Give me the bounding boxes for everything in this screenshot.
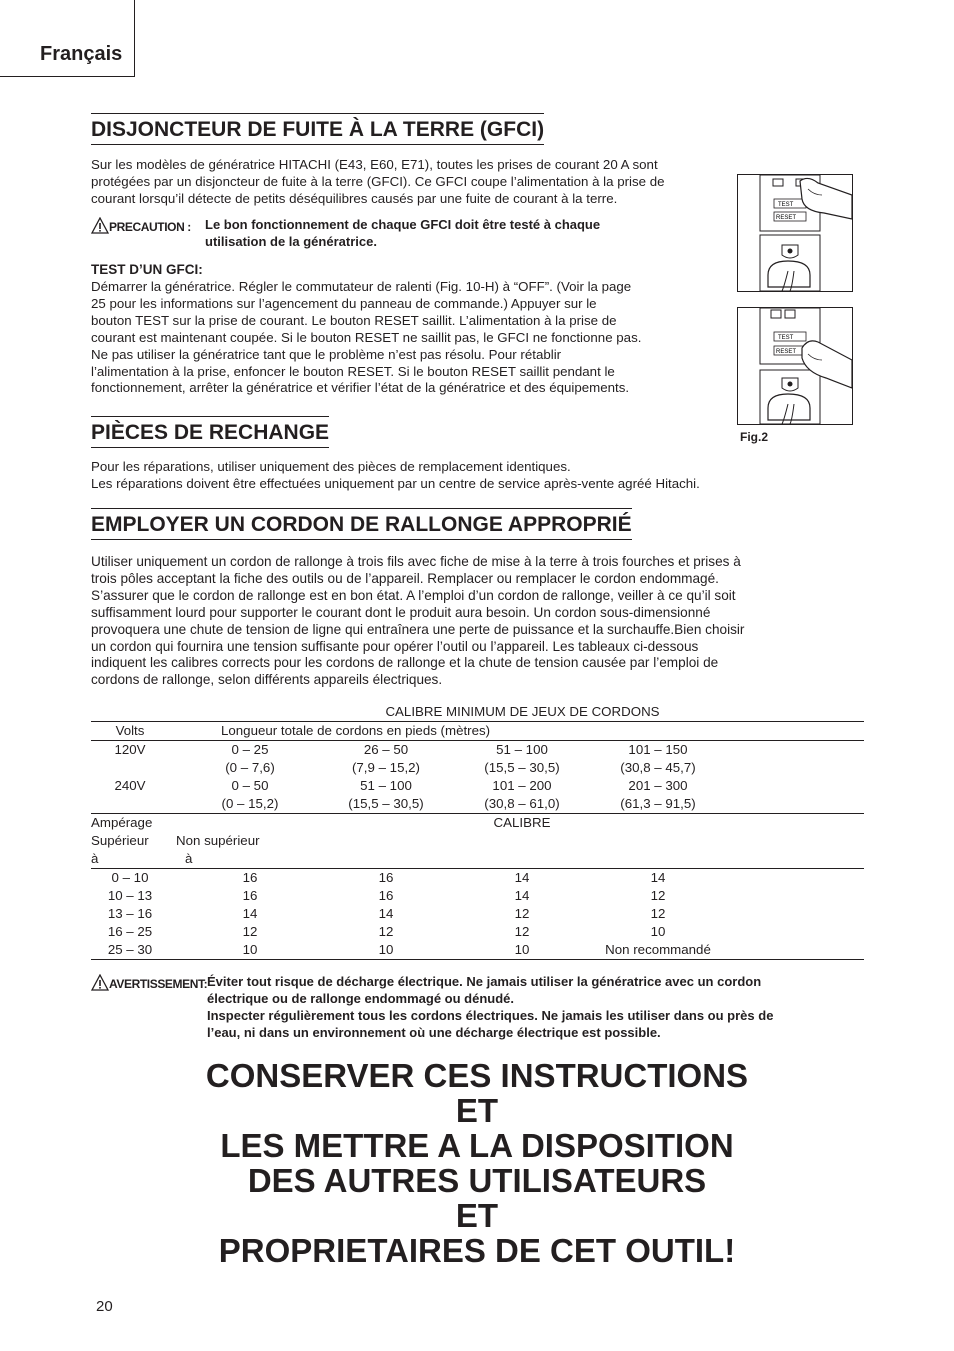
gauge-cell: 10 [650, 924, 666, 939]
gauge-cell: 12 [650, 888, 666, 903]
gauge-cell: 14 [441, 869, 603, 888]
gauge-cell: 14 [603, 869, 713, 888]
gauge-cell: 10 [242, 942, 258, 957]
a-label: à [91, 851, 99, 866]
range-cell: 101 – 200 [492, 778, 552, 793]
figure-gfci-test [737, 174, 853, 292]
warning-triangle-icon [91, 974, 109, 991]
page-number: 20 [96, 1298, 113, 1315]
closing-statement [0, 1058, 954, 1268]
warning-label [91, 974, 207, 991]
parts-body: Pour les réparations, utiliser uniquement des pièces de remplacement identiques. Les réparations doivent être effectuées uniquement par un centre de service après-vente agréé Hitachi. [91, 459, 700, 491]
range-cell: 0 – 25 [169, 741, 331, 760]
test-button-label: TEST [778, 202, 794, 208]
calibre-label: CALIBRE [441, 814, 603, 833]
gauge-cell: 16 [378, 888, 394, 903]
meters-cell: (7,9 – 15,2) [351, 760, 420, 775]
range-cell: 51 – 100 [441, 741, 603, 760]
language-label: Français [40, 43, 123, 65]
table-title: CALIBRE MINIMUM DE JEUX DE CORDONS [385, 704, 660, 719]
gfci-heading: DISJONCTEUR DE FUITE À LA TERRE (GFCI) [91, 113, 544, 145]
gauge-cell: 12 [378, 924, 394, 939]
gauge-cell: Non recommandé [605, 942, 711, 957]
warning-triangle-icon [91, 217, 109, 234]
reset-button-label-2: RESET [776, 349, 797, 355]
gfci-outlet-reset-illustration [738, 308, 852, 424]
closing-line: ET [455, 1197, 499, 1234]
gauge-cell: 12 [514, 924, 530, 939]
closing-line: PROPRIETAIRES DE CET OUTIL! [218, 1232, 736, 1269]
gauge-cell: 12 [242, 924, 258, 939]
amps-cell: 25 – 30 [107, 942, 153, 957]
gauge-cell: 14 [378, 906, 394, 921]
test-body: Démarrer la génératrice. Régler le commutateur de ralenti (Fig. 10-H) à “OFF”. (Voir la page 25 pour les informations sur l’agencement du panneau de commande.) Appuyer sur le bouton TEST sur la prise de courant. Le bouton RESET saillit. L’alimentation à la prise de courant est maintenant coupée. Si le bouton RESET ne saillit pas, le GFCI ne fonctionne pas. Ne pas utiliser la génératrice tant que le problème n’est pas résolu. Pour rétablir l’alimentation à la prise, enfoncer le bouton RESET. Si le bouton RESET saillit pendant le fonctionnement, arrêter la génératrice et vérifier l’état de la génératrice et des équipements. [91, 279, 642, 396]
closing-line: CONSERVER CES INSTRUCTIONS [205, 1057, 749, 1094]
gfci-outlet-test-illustration [738, 175, 852, 291]
gauge-cell: 14 [242, 906, 258, 921]
amps-cell: 10 – 13 [107, 888, 153, 903]
cord-gauge-table [91, 703, 864, 962]
range-cell: 26 – 50 [331, 741, 441, 760]
meters-cell: (30,8 – 45,7) [620, 760, 696, 775]
warning-text: Éviter tout risque de décharge électrique. Ne jamais utiliser la génératrice avec un cordon électrique ou de rallonge endommagé ou dénudé. Inspecter régulièrement tous les cordons électriques. Ne jamais les utiliser dans ou près de l’eau, ni dans un environnement où une décharge électrique est possible. [207, 974, 774, 1040]
superieur-label: Supérieur [91, 833, 149, 848]
gauge-cell: 16 [242, 888, 258, 903]
caution-text: Le bon fonctionnement de chaque GFCI doit être testé à chaque utilisation de la génératrice. [205, 217, 601, 249]
gfci-intro: Sur les modèles de génératrice HITACHI (E43, E60, E71), toutes les prises de courant 20 A sont protégées par un disjoncteur de fuite à la terre (GFCI). Ce GFCI coupe l’alimentation à la prise de courant lorsqu’il détecte de petits déséquilibres causés par une fuite de courant à la terre. [91, 157, 665, 206]
amperage-label: Ampérage [91, 814, 169, 833]
gauge-cell: 16 [169, 869, 331, 888]
non-superieur-label: Non supérieur [176, 833, 260, 848]
caution-label-text: PRECAUTION : [109, 220, 191, 234]
reset-button-label: RESET [776, 215, 797, 221]
test-heading: TEST D’UN GFCI: [91, 262, 203, 277]
meters-cell: (61,3 – 91,5) [620, 796, 696, 811]
gauge-cell: 12 [514, 906, 530, 921]
closing-line: LES METTRE A LA DISPOSITION [220, 1127, 734, 1164]
a-label: à [185, 851, 193, 866]
length-header: Longueur totale de cordons en pieds (mètres) [169, 722, 864, 741]
range-cell: 101 – 150 [603, 741, 713, 760]
volt-cell: 120V [91, 741, 169, 760]
gauge-cell: 12 [650, 906, 666, 921]
meters-cell: (30,8 – 61,0) [484, 796, 560, 811]
range-cell: 0 – 50 [231, 778, 269, 793]
gauge-cell: 10 [514, 942, 530, 957]
meters-cell: (0 – 15,2) [221, 796, 279, 811]
volt-cell: 240V [114, 778, 146, 793]
range-cell: 201 – 300 [628, 778, 688, 793]
meters-cell: (15,5 – 30,5) [348, 796, 424, 811]
meters-cell: (0 – 7,6) [225, 760, 275, 775]
extension-heading: EMPLOYER UN CORDON DE RALLONGE APPROPRIÉ [91, 508, 632, 540]
parts-heading: PIÈCES DE RECHANGE [91, 416, 329, 448]
figure-caption: Fig.2 [740, 430, 769, 444]
test-button-label-2: TEST [778, 335, 794, 341]
extension-body: Utiliser uniquement un cordon de rallonge à trois fils avec fiche de mise à la terre à trois fourches et prises à trois pôles acceptant la fiche des outils ou de l’appareil. Remplacer ou remplacer le cordon endommagé. S’assurer que le cordon de rallonge est en bon état. A l’emploi d’un cordon de rallonge, veiller à ce qu’il soit suffisamment lourd pour supporter le courant dont le produit aura besoin. Un cordon sous-dimensionné provoquera une chute de tension de ligne qui entraînera une perte de puissance et la surchauffe.Bien choisir un cordon qui fournira une tension suffisante pour opérer l’outil ou l’appareil. Les tableaux ci-dessous indiquent les calibres corrects pour les cordons de rallonge et la chute de tension causée par l’emploi de cordons de rallonge, selon différents appareils électriques. [91, 554, 745, 688]
amps-cell: 13 – 16 [107, 906, 153, 921]
caution-label [91, 217, 191, 234]
amps-cell: 16 – 25 [107, 924, 153, 939]
warning-label-text: AVERTISSEMENT: [109, 977, 208, 991]
range-cell: 51 – 100 [360, 778, 412, 793]
meters-cell: (15,5 – 30,5) [484, 760, 560, 775]
closing-line: ET [455, 1092, 499, 1129]
closing-line: DES AUTRES UTILISATEURS [247, 1162, 707, 1199]
amps-cell: 0 – 10 [91, 869, 169, 888]
figure-gfci-reset [737, 307, 853, 425]
gauge-cell: 16 [331, 869, 441, 888]
gauge-cell: 14 [514, 888, 530, 903]
gauge-cell: 10 [378, 942, 394, 957]
volts-header: Volts [91, 722, 169, 741]
